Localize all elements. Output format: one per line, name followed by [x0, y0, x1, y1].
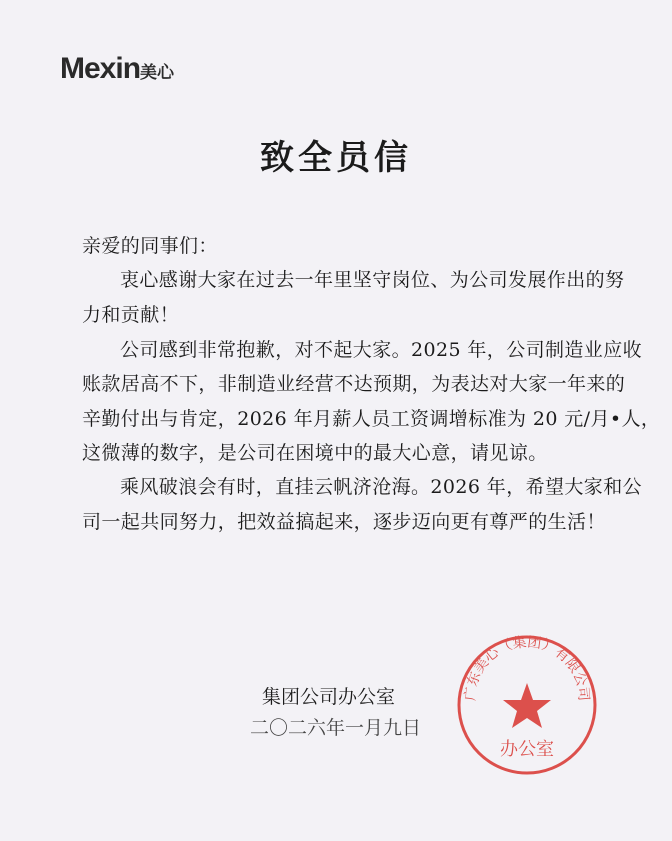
letter-title: 致全员信: [260, 138, 412, 178]
paragraph-line: 这微薄的数字，是公司在困境中的最大心意，请见谅。: [82, 442, 548, 464]
paragraph-line: 公司感到非常抱歉，对不起大家。2025 年，公司制造业应收: [120, 339, 642, 361]
logo-latin: Mexin: [60, 52, 141, 85]
paragraph-line: 司一起共同努力，把效益搞起来，逐步迈向更有尊严的生活！: [82, 511, 606, 533]
paragraph-line: 力和贡献！: [82, 304, 180, 326]
signature: 集团公司办公室: [262, 686, 396, 708]
company-logo: [60, 52, 174, 86]
logo-cn: 美心: [140, 63, 175, 82]
paragraph-line: 乘风破浪会有时，直挂云帆济沧海。2026 年，希望大家和公: [120, 476, 642, 498]
paragraph-line: 衷心感谢大家在过去一年里坚守岗位、为公司发展作出的努: [120, 269, 625, 291]
greeting: 亲爱的同事们：: [82, 235, 218, 257]
official-seal: [455, 633, 599, 777]
svg-text:广东美心（集团）有限公司: 广东美心（集团）有限公司: [462, 634, 592, 702]
date: 二〇二六年一月九日: [250, 717, 422, 739]
paragraph-line: 账款居高不下，非制造业经营不达预期，为表达对大家一年来的: [82, 373, 626, 395]
paragraph-line: 辛勤付出与肯定，2026 年月薪人员工资调增标准为 20 元/月•人，: [82, 408, 661, 430]
svg-text:办公室: 办公室: [500, 739, 554, 760]
